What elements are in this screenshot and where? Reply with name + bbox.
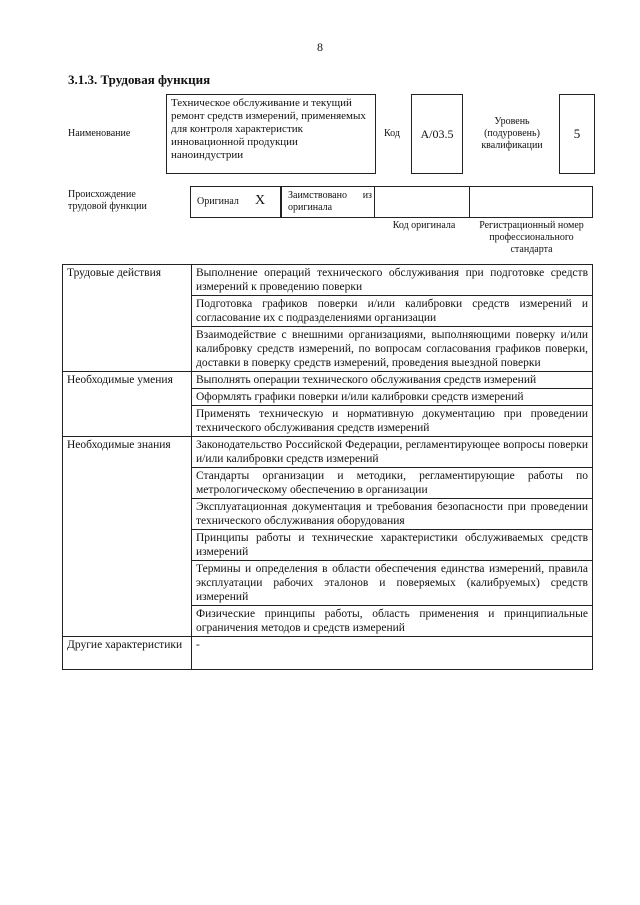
list-item: Стандарты организации и методики, регламентирующие работы по метрологическому обеспечению в организации <box>192 468 593 499</box>
knowledge-label: Необходимые знания <box>63 437 192 637</box>
original-mark: X <box>255 193 266 208</box>
reg-number-cell <box>470 186 593 218</box>
list-item: Выполнять операции технического обслуживания средств измерений <box>192 372 593 389</box>
labor-actions-label: Трудовые действия <box>63 265 192 372</box>
original-label: Оригинал <box>197 196 239 207</box>
list-item: Оформлять графики поверки и/или калибровки средств измерений <box>192 389 593 406</box>
list-item: Подготовка графиков поверки и/или калибровки средств измерений и согласование их с подразделениями организации <box>192 296 593 327</box>
level-box: 5 <box>559 94 595 174</box>
table-row <box>63 265 593 296</box>
section-title: 3.1.3. Трудовая функция <box>68 72 211 87</box>
table-row <box>63 372 593 389</box>
other-value: - <box>192 637 593 670</box>
list-item: Принципы работы и технические характеристики обслуживаемых средств измерений <box>192 530 593 561</box>
code-box: A/03.5 <box>411 94 463 174</box>
name-label: Наименование <box>68 128 131 139</box>
list-item: Термины и определения в области обеспечения единства измерений, правила эксплуатации рабочих эталонов и поверяемых (калибруемых) средств измерений <box>192 561 593 606</box>
code-original-cell <box>374 186 470 218</box>
list-item: Взаимодействие с внешними организациями, выполняющими поверку и/или калибровку средств измерений, по вопросам согласования графиков поверки, доставки в поверку средств измерений, проведения выездной поверки <box>192 327 593 372</box>
code-label: Код <box>384 128 400 139</box>
code-original-label: Код оригинала <box>392 220 456 231</box>
list-item: Физические принципы работы, область применения и принципиальные ограничения методов и средств измерений <box>192 606 593 637</box>
origin-borrowed-cell <box>281 186 374 218</box>
other-label: Другие характеристики <box>63 637 192 670</box>
origin-original-cell <box>190 186 281 218</box>
table-row <box>63 637 593 670</box>
labor-function-table <box>62 264 593 670</box>
list-item: Применять техническую и нормативную документацию при проведении технического обслуживания средств измерений <box>192 406 593 437</box>
level-label: Уровень (подуровень) квалификации <box>481 116 543 151</box>
list-item: Выполнение операций технического обслуживания при подготовке средств измерений к проведению поверки <box>192 265 593 296</box>
function-name-box: Техническое обслуживание и текущий ремонт средств измерений, применяемых для контроля характеристик инновационной продукции наноиндустрии <box>166 94 376 174</box>
skills-label: Необходимые умения <box>63 372 192 437</box>
origin-label: Происхождение трудовой функции <box>68 189 147 212</box>
borrowed-label: Заимствовано из оригинала <box>288 190 372 213</box>
table-row <box>63 437 593 468</box>
list-item: Законодательство Российской Федерации, регламентирующее вопросы поверки и/или калибровки средств измерений <box>192 437 593 468</box>
list-item: Эксплуатационная документация и требования безопасности при проведении технического обслуживания оборудования <box>192 499 593 530</box>
reg-number-label: Регистрационный номер профессионального стандарта <box>479 220 584 255</box>
page-number: 8 <box>317 40 323 54</box>
